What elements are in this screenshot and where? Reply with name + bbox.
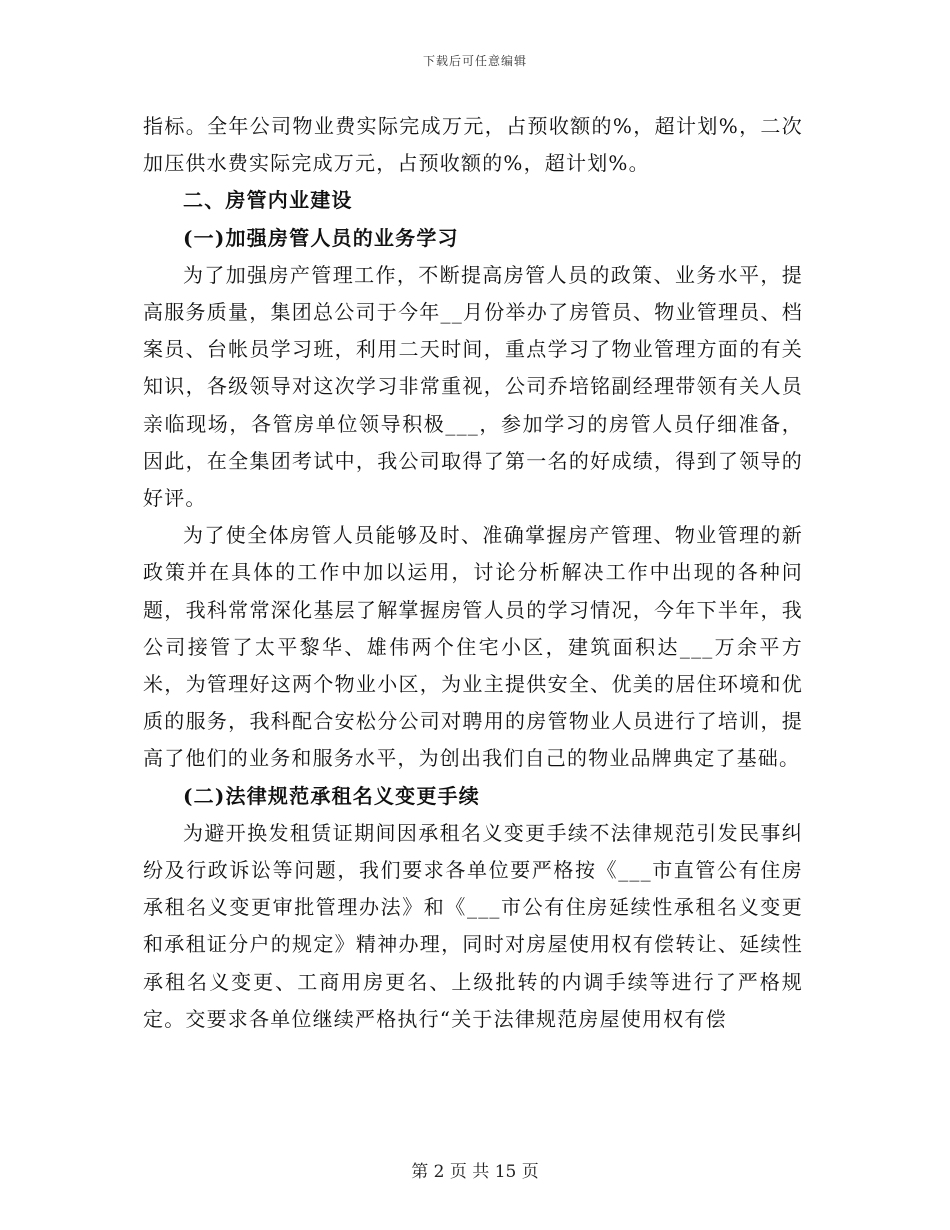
subsection-heading-1: (一)加强房管人员的业务学习 [183,225,459,250]
subsection-heading-2: (二)法律规范承租名义变更手续 [183,783,480,808]
paragraph-continuation: 指标。全年公司物业费实际完成万元，占预收额的%，超计划%，二次加压供水费实际完成万元，占预收额的%，超计划%。 [143,114,803,176]
paragraph-training: 为了加强房产管理工作，不断提高房管人员的政策、业务水平，提高服务质量，集团总公司于今年__月份举办了房管员、物业管理员、档案员、台帐员学习班，利用二天时间，重点学习了物业管理方面的有关知识，各级领导对这次学习非常重视，公司乔培铭副经理带领有关人员亲临现场，各管房单位领导积极___，参加学习的房管人员仔细准备，因此，在全集团考试中，我公司取得了第一名的好成绩，得到了领导的好评。 [143,262,803,511]
section-heading: 二、房管内业建设 [183,188,353,213]
paragraph-tenancy: 为避开换发租赁证期间因承租名义变更手续不法律规范引发民事纠纷及行政诉讼等问题，我们要求各单位要严格按《___市直管公有住房承租名义变更审批管理办法》和《___市公有住房延续性承租名义变更和承租证分户的规定》精神办理，同时对房屋使用权有偿转让、延续性承租名义变更、工商用房更名、上级批转的内调手续等进行了严格规定。交要求各单位继续严格执行“关于法律规范房屋使用权有偿 [143,820,803,1031]
header-note: 下载后可任意编辑 [422,54,527,68]
paragraph-policy: 为了使全体房管人员能够及时、准确掌握房产管理、物业管理的新政策并在具体的工作中加以运用，讨论分析解决工作中出现的各种问题，我科常常深化基层了解掌握房管人员的学习情况，今年下半年，我公司接管了太平黎华、雄伟两个住宅小区，建筑面积达___万余平方米，为管理好这两个物业小区，为业主提供安全、优美的居住环境和优质的服务，我科配合安松分公司对聘用的房管物业人员进行了培训，提高了他们的业务和服务水平，为创出我们自己的物业品牌典定了基础。 [143,523,803,771]
page-number: 第 2 页 共 15 页 [411,1162,539,1182]
document-body [143,108,803,1038]
